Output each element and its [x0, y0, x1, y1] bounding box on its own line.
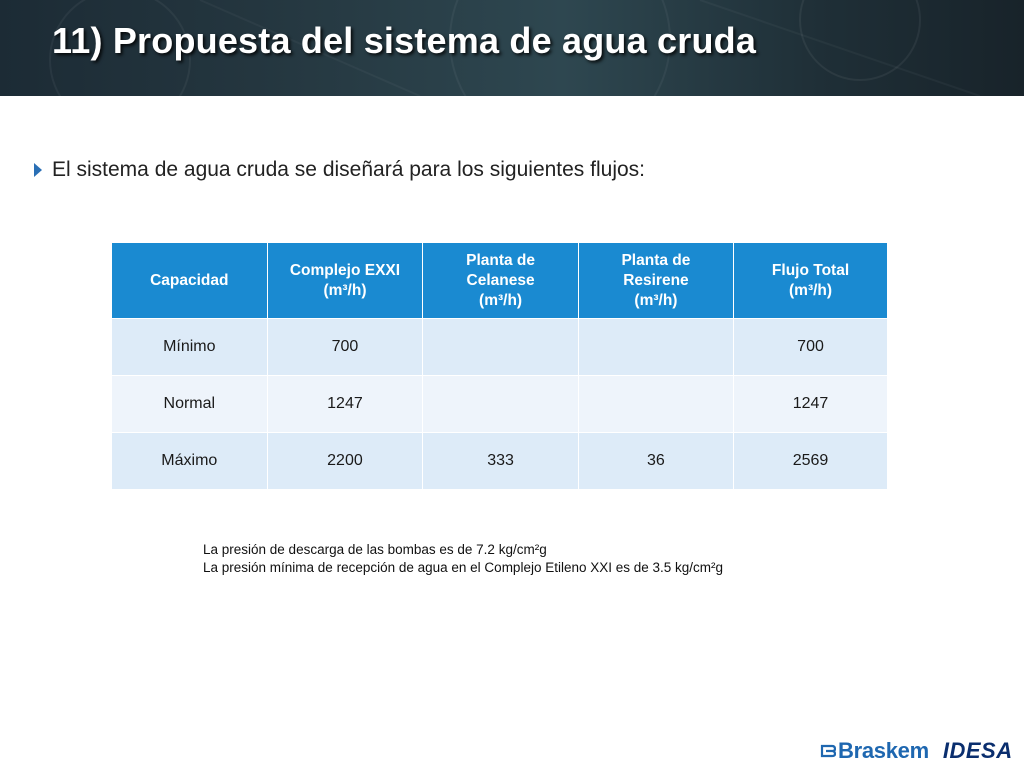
table-row	[112, 376, 887, 433]
table-cell: 700	[267, 319, 423, 376]
intro-text: El sistema de agua cruda se diseñará para los siguientes flujos:	[52, 158, 646, 181]
table-cell: Mínimo	[112, 319, 267, 376]
braskem-mark-icon	[820, 743, 836, 759]
header-complejo-exxi: Complejo EXXI (m³/h)	[267, 243, 423, 319]
table-cell: 333	[423, 433, 578, 490]
table-cell	[578, 319, 733, 376]
header-resirene: Planta de Resirene (m³/h)	[578, 243, 733, 319]
table-cell	[423, 376, 578, 433]
intro-bullet	[34, 158, 645, 182]
idesa-logo: IDESA	[942, 738, 1013, 763]
table-header-row	[112, 243, 887, 319]
bullet-arrow-icon	[34, 163, 42, 177]
table-row	[112, 433, 887, 490]
table-cell: 2569	[734, 433, 887, 490]
title-banner	[0, 0, 1024, 96]
braskem-logo	[820, 738, 929, 764]
header-flujo-total: Flujo Total (m³/h)	[734, 243, 887, 319]
header-celanese: Planta de Celanese (m³/h)	[423, 243, 578, 319]
table-cell	[423, 319, 578, 376]
table-cell: 36	[578, 433, 733, 490]
table-cell: 1247	[267, 376, 423, 433]
table-cell: Máximo	[112, 433, 267, 490]
table-row	[112, 319, 887, 376]
note-reception-pressure: La presión mínima de recepción de agua en el Complejo Etileno XXI es de 3.5 kg/cm²g	[203, 560, 724, 575]
table-cell: 700	[734, 319, 887, 376]
note-discharge-pressure: La presión de descarga de las bombas es de 7.2 kg/cm²g	[203, 542, 547, 557]
table-cell: 2200	[267, 433, 423, 490]
header-capacidad: Capacidad	[112, 243, 267, 319]
page-title: 11) Propuesta del sistema de agua cruda	[52, 20, 757, 61]
pressure-notes	[203, 541, 723, 577]
footer-logos	[820, 738, 1013, 764]
table-cell: Normal	[112, 376, 267, 433]
table-cell: 1247	[734, 376, 887, 433]
flow-table	[112, 243, 887, 489]
braskem-wordmark: Braskem	[838, 738, 929, 763]
table-cell	[578, 376, 733, 433]
